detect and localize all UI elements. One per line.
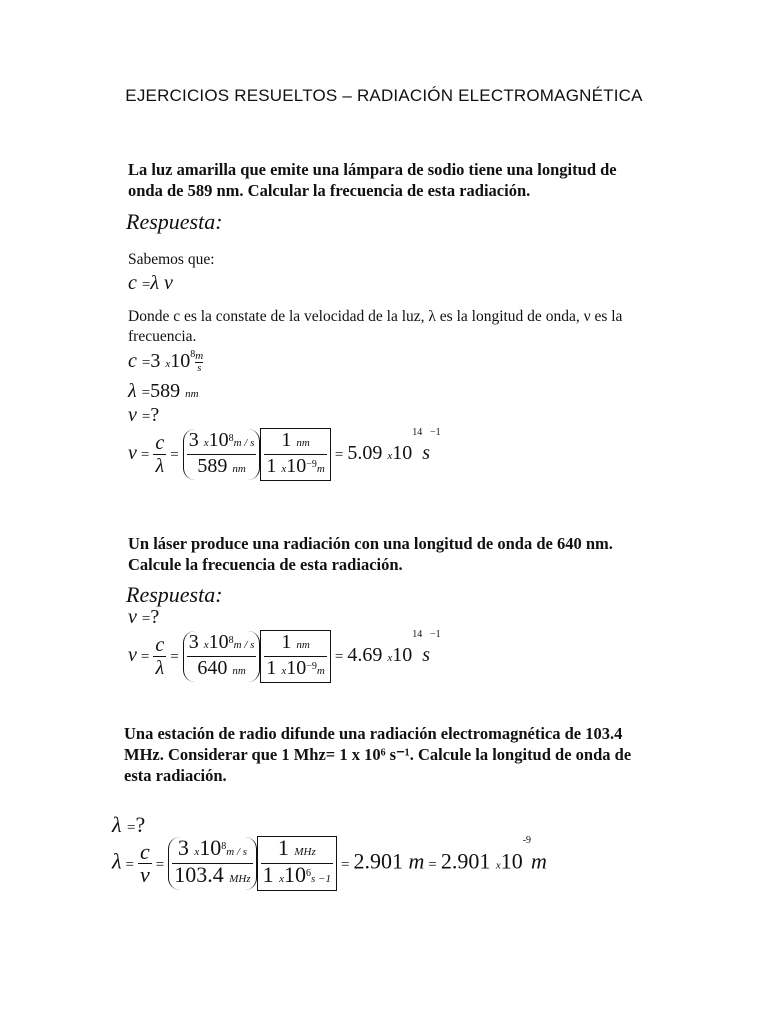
lambda-value: 589 [150, 380, 181, 402]
page-title: EJERCICIOS RESUELTOS – RADIACIÓN ELECTROMAGNÉTICA [125, 86, 643, 105]
exercise-1-equation: ν = $\frac{c}{\lambda}$ = $\frac{3 x10^8m / s}{589 nm}$ $\frac{1 nm}{1 x10^{-9}m}$ = 5.09 $x10^{14}s^{-1}$ [128, 428, 441, 481]
c-value: 3 [150, 350, 161, 372]
lambda-unit: nm [185, 388, 199, 400]
exercise-2-nu-unknown: ν =? [128, 606, 160, 628]
c-value-line: c =3 $x10^8$ $\frac{m}{s}$ [128, 349, 204, 374]
exercise-2-question: Un láser produce una radiación con una longitud de onda de 640 nm. Calcule la frecuencia de esta radiación. [128, 534, 613, 574]
exercise-3-question: Una estación de radio difunde una radiación electromagnética de 103.4 MHz. Considerar que 1 Mhz= 1 x 10⁶ s⁻¹. Calcule la longitud de onda de esta radiación. [124, 724, 632, 785]
exercise-2-equation: ν = $\frac{c}{\lambda}$ = $\frac{3 x10^8m / s}{640 nm}$ $\frac{1 nm}{1 x10^{-9}m}$ = 4.69 $x10^{14}s^{-1}$ [128, 630, 441, 683]
exercise-3-lambda-unknown: λ =? [112, 812, 146, 837]
exercise-1-intro: Sabemos que: [128, 251, 215, 268]
nu-unknown-line: ν =? [128, 404, 160, 426]
exercise-3-equation: λ = $\frac{c}{\nu}$ = $\frac{3 x10^8m / s}{\text{103.4 MHz}}$ $\frac{\text{1 MHz}}{1 x10^6s -1}$ = 2.901 m = 2.901 $x10^{-9}m$ [112, 836, 547, 891]
speed-of-light-formula: c =λ ν [128, 272, 173, 294]
exercise-1-answer-label: Respuesta: [126, 209, 223, 234]
lambda-value-line: λ =589 nm [128, 380, 199, 402]
exercise-1-question: La luz amarilla que emite una lámpara de sodio tiene una longitud de onda de 589 nm. Calcular la frecuencia de esta radiación. [128, 160, 617, 200]
exercise-1-explanation: Donde c es la constate de la velocidad de la luz, λ es la longitud de onda, ν es la frecuencia. [128, 308, 623, 345]
exercise-1-result: 5.09 [347, 442, 383, 465]
exercise-3-result-m: 2.901 [353, 848, 403, 874]
exercise-2-result: 4.69 [347, 644, 383, 667]
exercise-2-answer-label: Respuesta: [126, 582, 223, 607]
